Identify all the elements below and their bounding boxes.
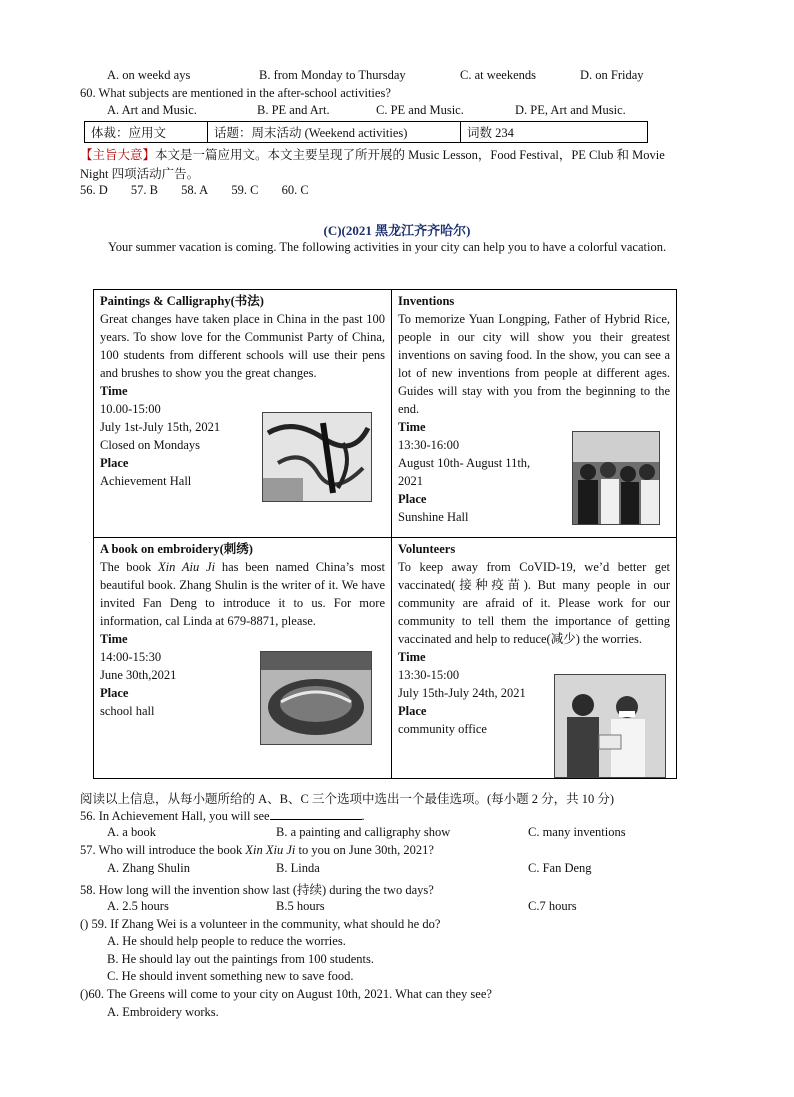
genre-cell: 体裁：应用文: [85, 122, 208, 143]
main-idea-cont: Night 四项活动广告。: [80, 167, 200, 181]
inventions-time: 13:30-16:00: [398, 438, 460, 452]
instructions: 阅读以上信息，从每小题所给的 A、B、C 三个选项中选出一个最佳选项。(每小题 2 分，共 10 分): [80, 792, 615, 806]
q56-option-c: C. many inventions: [528, 825, 626, 839]
paintings-time: 10.00-15:00: [100, 402, 161, 416]
embroidery-place-label: Place: [100, 686, 129, 700]
prev-option-c: C. at weekends: [460, 68, 537, 82]
embroidery-body: The book Xin Aiu Ji has been named China’s most beautiful book. Zhang Shulin is the writer of it. We have invited Fan Deng to introduce it to us. For more information, cal Linda at 679-8871, please.: [100, 560, 385, 628]
q59-option-b: B. He should lay out the paintings from 100 students.: [107, 952, 374, 966]
inventions-date-year: 2021: [398, 474, 423, 488]
volunteers-body: To keep away from CoVID-19, we’d better get vaccinated(接种疫苗). But many people in our community are afraid of it. Please work for our community to tell them the importance of getting vaccinated and help to reduce(减少) the worries.: [398, 560, 670, 646]
embroidery-photo: [260, 651, 372, 745]
inventions-date: August 10th- August 11th,: [398, 456, 531, 470]
activities-grid: [93, 289, 677, 779]
q58-option-a: A. 2.5 hours: [107, 899, 169, 913]
q60-option-c: C. PE and Music.: [376, 103, 464, 117]
volunteers-heading: Volunteers: [398, 542, 456, 556]
inventions-heading: Inventions: [398, 294, 455, 308]
answer-60: 60. C: [281, 183, 309, 197]
inventions-photo: [572, 431, 660, 525]
q56-option-a: A. a book: [107, 825, 156, 839]
embroidery-place: school hall: [100, 704, 155, 718]
prev-option-b: B. from Monday to Thursday: [259, 68, 406, 82]
main-idea: [80, 145, 665, 163]
inventions-time-label: Time: [398, 420, 426, 434]
embroidery-heading: A book on embroidery(刺绣): [100, 542, 253, 556]
prev-option-d: D. on Friday: [580, 68, 644, 82]
info-table: [84, 121, 648, 143]
embroidery-date: June 30th,2021: [100, 668, 177, 682]
inventions-body: To memorize Yuan Longping, Father of Hybrid Rice, people in our city will show you their greatest inventions on saving food. In the show, you can see a lot of new inventions from people at different ages. Guides will stay with you from the beginning to the end.: [398, 312, 670, 416]
answer-58: 58. A: [181, 183, 209, 197]
word-count-cell: 词数 234: [461, 122, 648, 143]
q57-option-c: C. Fan Deng: [528, 861, 592, 875]
paintings-heading: Paintings & Calligraphy(书法): [100, 294, 264, 308]
prev-option-a: A. on weekd ays: [107, 68, 191, 82]
q60-option-a: A. Art and Music.: [107, 103, 197, 117]
topic-cell: 话题：周末活动 (Weekend activities): [208, 122, 461, 143]
volunteers-date: July 15th-July 24th, 2021: [398, 686, 526, 700]
question-60b: ()60. The Greens will come to your city on August 10th, 2021. What can they see?: [80, 987, 492, 1001]
inventions-place-label: Place: [398, 492, 427, 506]
q59-option-a: A. He should help people to reduce the worries.: [107, 934, 346, 948]
volunteers-photo: [554, 674, 666, 778]
volunteers-time-label: Time: [398, 650, 426, 664]
embroidery-time: 14:00-15:30: [100, 650, 162, 664]
section-c-title: (C)(2021 黑龙江齐齐哈尔): [323, 223, 471, 238]
question-56: 56. In Achievement Hall, you will see .: [80, 809, 365, 823]
q58-option-b: B.5 hours: [276, 899, 325, 913]
answer-56: 56. D: [80, 183, 108, 197]
answer-key: [80, 183, 329, 198]
q57-option-a: A. Zhang Shulin: [107, 861, 190, 875]
answer-57: 57. B: [130, 183, 158, 197]
paintings-place-label: Place: [100, 456, 129, 470]
q57-book-title: Xin Xiu Ji: [245, 843, 296, 857]
paintings-note: Closed on Mondays: [100, 438, 200, 452]
question-59: () 59. If Zhang Wei is a volunteer in the community, what should he do?: [80, 917, 441, 931]
volunteers-time: 13:30-15:00: [398, 668, 460, 682]
q60b-option-a: A. Embroidery works.: [107, 1005, 219, 1019]
q57-option-b: B. Linda: [276, 861, 320, 875]
answer-blank: [270, 807, 362, 820]
question-57: 57. Who will introduce the book Xin Xiu Ji to you on June 30th, 2021?: [80, 843, 434, 857]
paintings-place: Achievement Hall: [100, 474, 192, 488]
paintings-date: July 1st-July 15th, 2021: [100, 420, 221, 434]
calligraphy-photo: [262, 412, 372, 502]
volunteers-place-label: Place: [398, 704, 427, 718]
q58-option-c: C.7 hours: [528, 899, 577, 913]
q56-option-b: B. a painting and calligraphy show: [276, 825, 451, 839]
question-58: 58. How long will the invention show last (持续) during the two days?: [80, 883, 434, 897]
paintings-time-label: Time: [100, 384, 128, 398]
volunteers-place: community office: [398, 722, 487, 736]
intro-paragraph: Your summer vacation is coming. The following activities in your city can help you to have a colorful vacation.: [108, 240, 667, 254]
question-60-stem: 60. What subjects are mentioned in the after-school activities?: [80, 86, 391, 100]
paintings-body: Great changes have taken place in China in the past 100 years. To show love for the Communist Party of China, 100 students from different schools will use their pens and brushes to show you the great changes.: [100, 312, 385, 380]
inventions-place: Sunshine Hall: [398, 510, 469, 524]
embroidery-book-title: Xin Aiu Ji: [157, 560, 216, 574]
main-idea-text: 本文是一篇应用文。本文主要呈现了所开展的 Music Lesson，Food Festival，PE Club 和 Movie: [155, 148, 665, 162]
q59-option-c: C. He should invent something new to save food.: [107, 969, 354, 983]
embroidery-time-label: Time: [100, 632, 128, 646]
q60-option-d: D. PE, Art and Music.: [515, 103, 626, 117]
answer-59: 59. C: [231, 183, 259, 197]
main-idea-label: 【主旨大意】: [80, 148, 156, 162]
q60-option-b: B. PE and Art.: [257, 103, 330, 117]
